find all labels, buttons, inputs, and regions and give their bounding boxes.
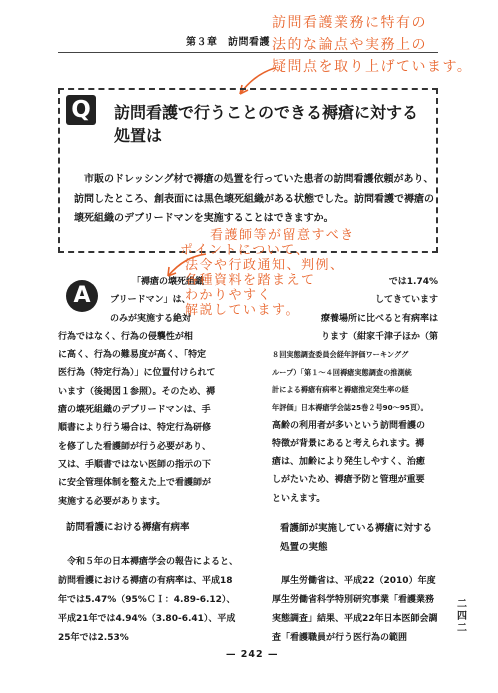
middle-note-line: 法令や行政通知、判例、 [185, 258, 345, 273]
middle-note-line: ポイントについて、 [180, 243, 310, 258]
top-note-line: 疑問点を取り上げています。 [272, 59, 473, 75]
chapter-header: 第３章 訪問看護 [186, 37, 270, 48]
answer-line: 年評価」日本褥瘡学会誌25巻２号90～95頁）。 [272, 402, 428, 412]
answer-line: しがたいため、褥瘡予防と管理が重要 [272, 475, 425, 486]
answer-line: ８回実態調査委員会経年評価ワーキンググ [272, 350, 409, 360]
page-number: — 242 — [226, 649, 279, 660]
answer-line: に高く、行為の難易度が高く、「特定 [58, 350, 207, 361]
middle-note-line: 解説しています。 [185, 303, 300, 318]
answer-line: 瘡の壊死組織のデブリードマンは、手 [58, 405, 211, 416]
answer-line: 瘡は、加齢により発生しやすく、治癒 [272, 457, 425, 468]
answer-line: ります（紺家千津子ほか（第 [320, 331, 438, 342]
answer-line: 特徴が背景にあると考えられます。褥 [272, 438, 425, 449]
question-title: 訪問看護で行うことのできる褥瘡に対する処置は [114, 103, 419, 145]
middle-note-line: 看護師等が留意すべき [210, 228, 355, 243]
side-tab-char: 二 [457, 623, 467, 634]
answer-line: 行為ではなく、行為の侵襲性が相 [58, 331, 193, 342]
middle-note [180, 228, 355, 318]
answer-line: を修了した看護師が行う必要があり、 [58, 441, 212, 452]
answer-line: 「褥瘡の壊死組織 [132, 277, 205, 287]
side-tab [454, 599, 470, 635]
section-body: 令和５年の日本褥瘡学会の報告によると、訪問看護における褥瘡の有病率は、平成18年では5.47%（95%ＣＩ：4.89-6.12）、平成21年では4.94%（3.80-6.41）、平成25年では2.53% [58, 557, 239, 643]
top-note-line: 訪問看護業務に特有の [272, 15, 427, 31]
answer-line: 医行為（特定行為）」に位置付けられて [58, 368, 216, 379]
answer-line: 実施する必要があります。 [58, 496, 166, 507]
section-heading: 看護師が実施している褥瘡に対する処置の実態 [280, 523, 433, 553]
answer-line: に安全管理体制を整えた上で看護師が [58, 478, 212, 489]
answer-line: ブリードマン」は、 [110, 295, 191, 306]
answer-line: のみが実施する絶対 [110, 313, 192, 324]
answer-line: といえます。 [272, 493, 326, 504]
answer-line: 高齢の利用者が多いという訪問看護の [272, 420, 426, 431]
question-badge: Q [66, 95, 96, 125]
question-body: 市販のドレッシング材で褥瘡の処置を行っていた患者の訪問看護依頼があり、訪問したところ、創表面には黒色壊死組織がある状態でした。訪問看護で褥瘡の壊死組織のデブリードマンを実施することはできますか。 [74, 174, 434, 224]
section-body: 厚生労働省は、平成22（2010）年度厚生労働省科学特別研究事業「看護業務実態調査」結果、平成22年日本医師会調査「看護職員が行う医行為の範囲 [272, 576, 438, 643]
answer-line: 療養場所に比べると有病率は [320, 313, 438, 324]
answer-line: ループ）「第１～４回褥瘡実態調査の推測統 [272, 367, 412, 377]
answer-line: では1.74% [388, 277, 438, 287]
answer-line: 順書により行う場合は、特定行為研修 [58, 423, 212, 434]
answer-line: 又は、手順書ではない医師の指示の下 [58, 459, 212, 470]
middle-note-line: わかりやすく [185, 288, 273, 303]
answer-line: 計による褥瘡有病率と褥瘡推定発生率の経 [272, 385, 409, 395]
answer-badge: A [66, 280, 98, 312]
answer-line: してきています [374, 295, 438, 306]
side-tab-char: 二 [457, 599, 467, 610]
middle-note-line: 各種資料を踏まえて [185, 273, 316, 288]
answer-line: います（後掲図１参照）。そのため、褥 [58, 386, 216, 397]
side-tab-char: 四 [457, 611, 467, 622]
top-note-line: 法的な論点や実務上の [272, 37, 427, 53]
section-heading: 訪問看護における褥瘡有病率 [66, 522, 190, 533]
